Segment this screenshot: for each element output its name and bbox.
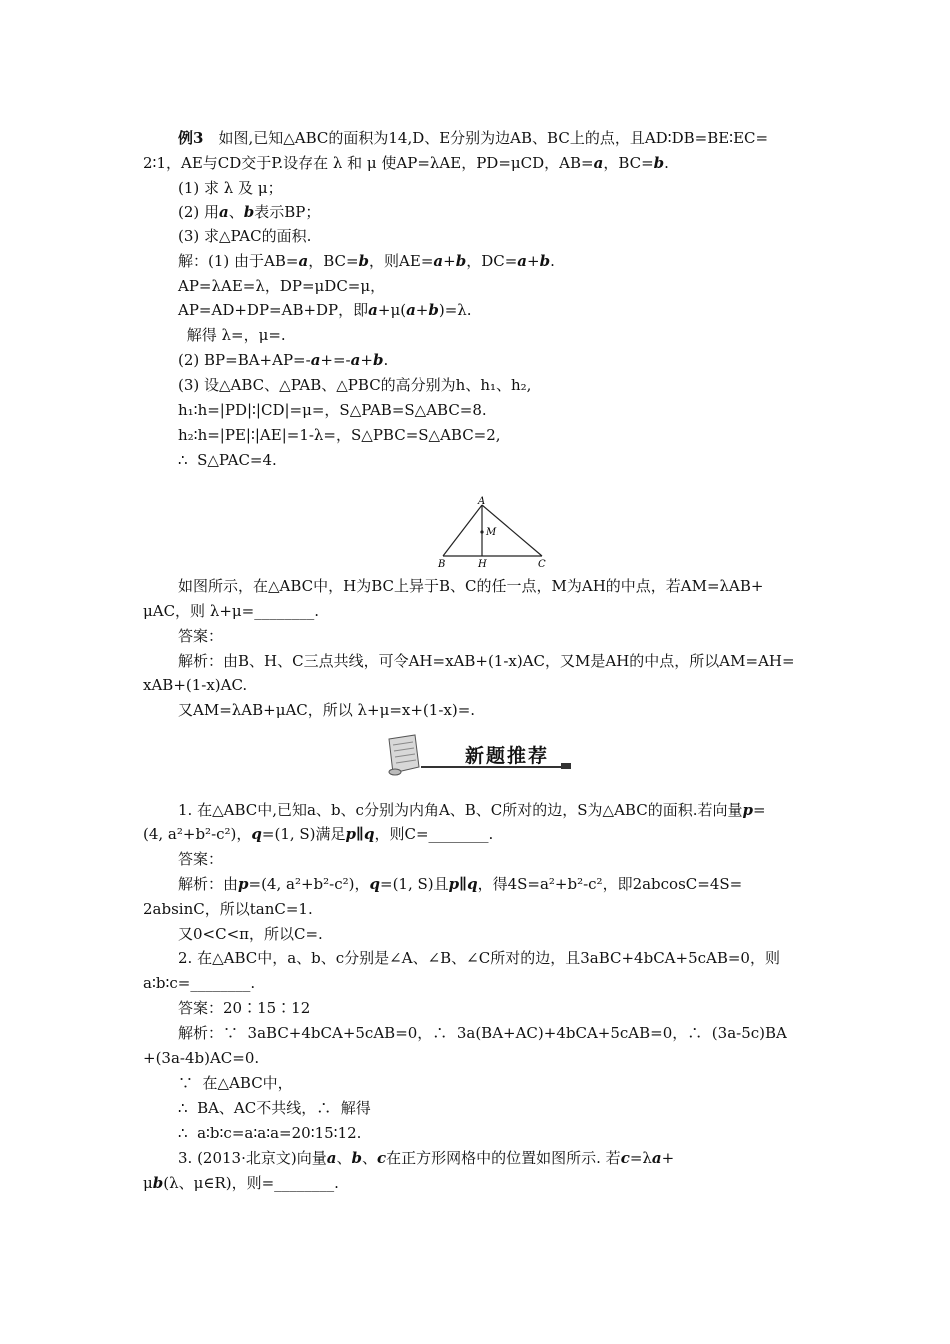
q2-answer: 答案：20∶15∶12 — [178, 999, 311, 1017]
example3-sol3: AP=AD+DP=AB+DP，即a+μ(a+b)=λ. — [178, 301, 472, 319]
q2-line1: 2. 在△ABC中，a、b、c分别是∠A、∠B、∠C所对的边，且3aBC+4bCA+5cAB=0，则 — [178, 949, 780, 967]
q1-analysis2: 2absinC，所以tanC=1. — [143, 900, 313, 918]
q2-analysis1: 解析：∵ 3aBC+4bCA+5cAB=0，∴ 3a(BA+AC)+4bCA+5cAB=0，∴ (3a-5c)BA — [178, 1024, 787, 1042]
example3-sol4: 解得 λ=，μ=. — [182, 326, 286, 344]
example3-line2: 2∶1，AE与CD交于P.设存在 λ 和 μ 使AP=λAE，PD=μCD，AB=a，BC=b. — [143, 154, 669, 172]
example3-q3: (3) 求△PAC的面积. — [178, 227, 312, 245]
triangle-figure — [436, 496, 556, 568]
problem2-analysis3: 又AM=λAB+μAC，所以 λ+μ=x+(1-x)=. — [178, 701, 476, 719]
problem2-line2: μAC，则 λ+μ=________. — [143, 602, 319, 620]
section-banner — [385, 733, 575, 777]
example3-q2: (2) 用a、b表示BP； — [178, 203, 321, 221]
side-ab — [443, 505, 482, 556]
problem2-line1: 如图所示，在△ABC中，H为BC上异于B、C的任一点，M为AH的中点，若AM=λAB+ — [178, 577, 764, 595]
example3-sol7: h₁∶h=|PD|∶|CD|=μ=，S△PAB=S△ABC=8. — [178, 401, 487, 419]
example3-sol5: (2) BP=BA+AP=-a+=-a+b. — [178, 351, 389, 369]
q1-analysis1: 解析：由p=(4, a²+b²-c²)，q=(1, S)且p∥q，得4S=a²+b²-c²，即2abcosC=4S= — [178, 875, 743, 893]
problem2-analysis2: xAB+(1-x)AC. — [143, 676, 248, 694]
q1-line2: (4, a²+b²-c²)，q=(1, S)满足p∥q，则C=________. — [143, 825, 494, 843]
q1-answer: 答案： — [178, 850, 224, 868]
q2-analysis4: ∴ BA、AC不共线，∴ 解得 — [178, 1099, 371, 1117]
q1-analysis3: 又0<C<π，所以C=. — [178, 925, 323, 943]
q3-line2: μb(λ、μ∈R)，则=________. — [143, 1174, 339, 1192]
example3-sol9: ∴ S△PAC=4. — [178, 451, 277, 469]
example3-q1: (1) 求 λ 及 μ； — [178, 179, 283, 197]
q2-analysis2: +(3a-4b)AC=0. — [143, 1049, 260, 1067]
example3-sol8: h₂∶h=|PE|∶|AE|=1-λ=，S△PBC=S△ABC=2, — [178, 426, 501, 444]
label-a: A — [478, 496, 486, 507]
problem2-answer: 答案： — [178, 627, 224, 645]
label-h: H — [478, 559, 487, 568]
q2-line2: a∶b∶c=________. — [143, 974, 256, 992]
label-c: C — [538, 559, 546, 568]
example-label: 例3 — [178, 129, 204, 147]
q3-line1: 3. (2013·北京文)向量a、b、c在正方形网格中的位置如图所示. 若c=λa+ — [178, 1149, 675, 1167]
example3-sol6: (3) 设△ABC、△PAB、△PBC的高分别为h、h₁、h₂, — [178, 376, 532, 394]
example3-sol1: 解：(1) 由于AB=a，BC=b，则AE=a+b，DC=a+b. — [178, 252, 555, 270]
example3-line1: 例3 如图,已知△ABC的面积为14,D、E分别为边AB、BC上的点，且AD∶DB=BE∶EC= — [178, 129, 769, 147]
example3-sol2: AP=λAE=λ，DP=μDC=μ， — [178, 277, 386, 295]
point-m — [480, 530, 483, 533]
label-b: B — [438, 559, 446, 568]
q2-analysis5: ∴ a∶b∶c=a∶a∶a=20∶15∶12. — [178, 1124, 362, 1142]
label-m: M — [486, 527, 497, 538]
q1-line1: 1. 在△ABC中,已知a、b、c分别为内角A、B、C所对的边，S为△ABC的面积.若向量p= — [178, 801, 766, 819]
banner-title: 新题推荐 — [465, 745, 550, 767]
q2-analysis3: ∵ 在△ABC中， — [178, 1074, 293, 1092]
problem2-analysis1: 解析：由B、H、C三点共线，可令AH=xAB+(1-x)AC，又M是AH的中点，所以AM=AH= — [178, 652, 795, 670]
